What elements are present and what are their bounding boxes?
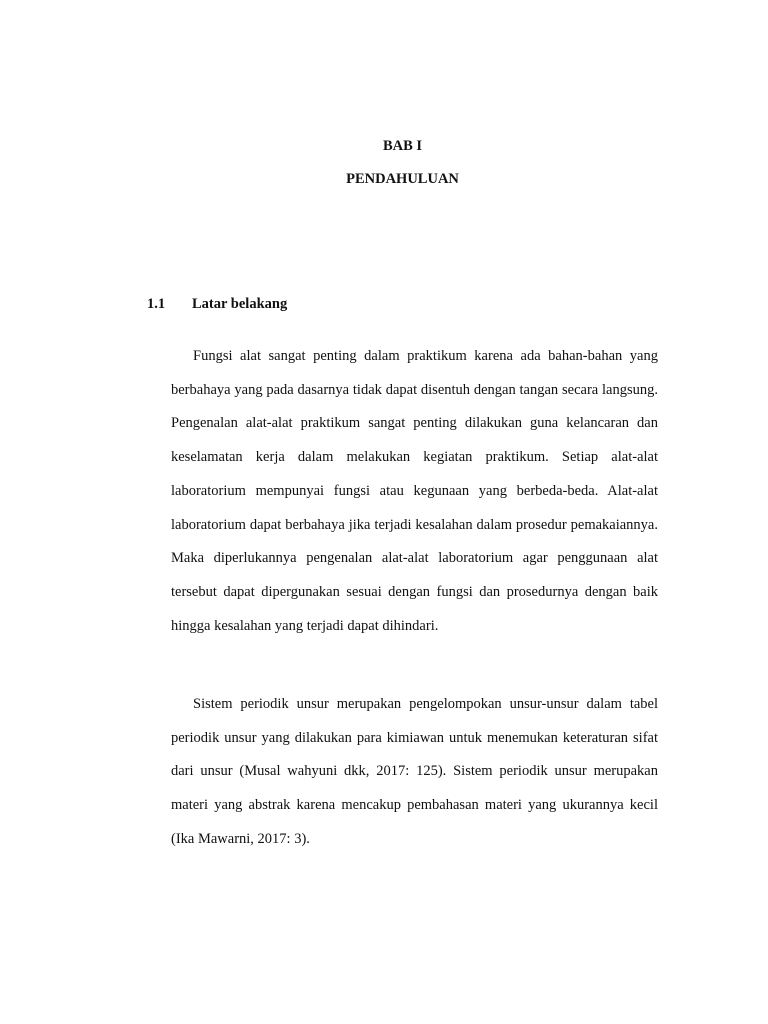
- section-title: Latar belakang: [192, 296, 288, 312]
- body-paragraph-2: Sistem periodik unsur merupakan pengelompokan unsur-unsur dalam tabel periodik unsur yang dilakukan para kimiawan untuk menemukan keteraturan sifat dari unsur (Musal wahyuni dkk, 2017: 125). Sistem periodik unsur merupakan materi yang abstrak karena mencakup pembahasan materi yang ukurannya kecil (Ika Mawarni, 2017: 3).: [171, 696, 658, 847]
- body-paragraph-1: Fungsi alat sangat penting dalam praktikum karena ada bahan-bahan yang berbahaya yang pada dasarnya tidak dapat disentuh dengan tangan secara langsung. Pengenalan alat-alat praktikum sangat penting dilakukan guna kelancaran dan keselamatan kerja dalam melakukan kegiatan praktikum. Setiap alat-alat laboratorium mempunyai fungsi atau kegunaan yang berbeda-beda. Alat-alat laboratorium dapat berbahaya jika terjadi kesalahan dalam prosedur pemakaiannya. Maka diperlukannya pengenalan alat-alat laboratorium agar penggunaan alat tersebut dapat dipergunakan sesuai dengan fungsi dan prosedurnya dengan baik hingga kesalahan yang terjadi dapat dihindari.: [171, 348, 658, 634]
- chapter-title: PENDAHULUAN: [346, 171, 459, 187]
- section-number: 1.1: [147, 296, 166, 312]
- chapter-label: BAB I: [382, 138, 423, 154]
- section-heading: [147, 294, 287, 314]
